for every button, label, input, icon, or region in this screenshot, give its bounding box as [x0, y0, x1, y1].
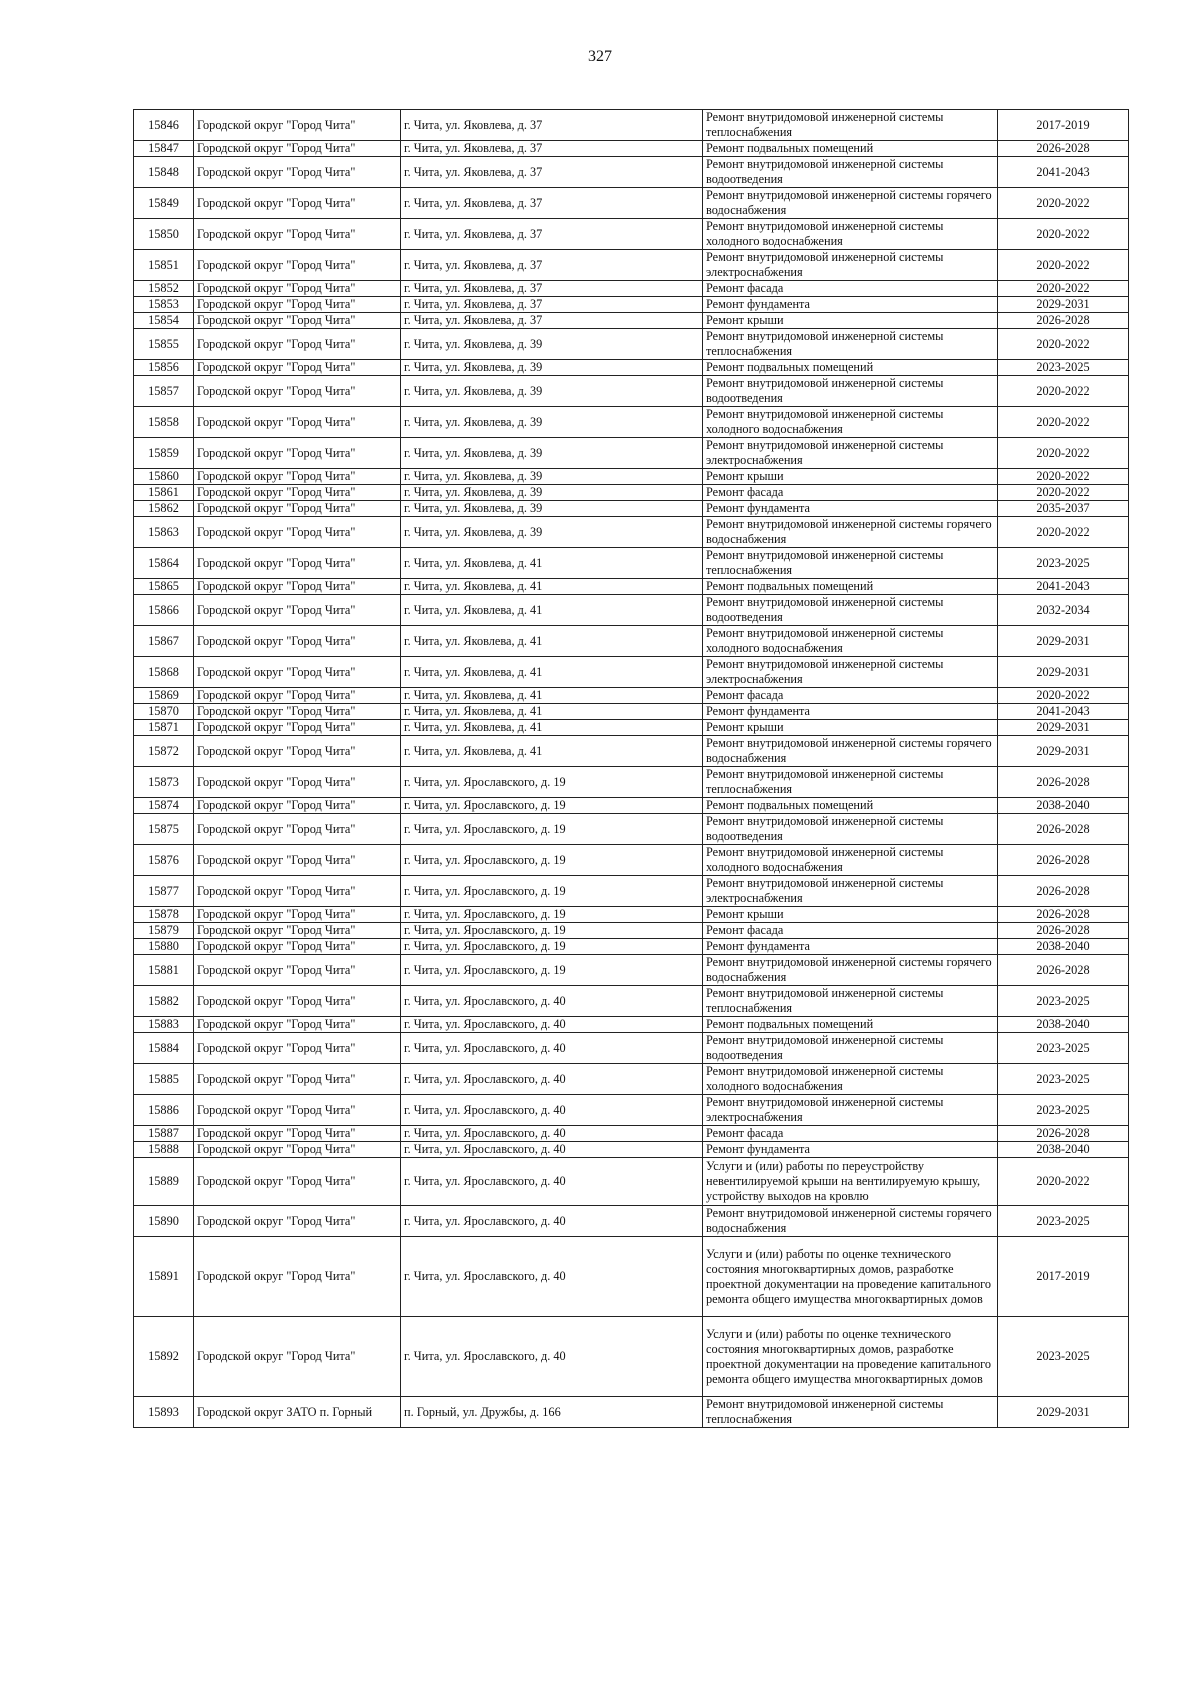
period-cell: 2029-2031 — [998, 297, 1129, 313]
municipality-cell: Городской округ "Город Чита" — [194, 250, 401, 281]
table-row — [134, 876, 1129, 907]
table-row — [134, 1317, 1129, 1397]
table-row — [134, 157, 1129, 188]
period-cell: 2038-2040 — [998, 1142, 1129, 1158]
work-type-cell: Ремонт внутридомовой инженерной системы теплоснабжения — [703, 329, 998, 360]
municipality-cell: Городской округ "Город Чита" — [194, 939, 401, 955]
municipality-cell: Городской округ "Город Чита" — [194, 1142, 401, 1158]
work-type-cell: Услуги и (или) работы по оценке технического состояния многоквартирных домов, разработке проектной документации на проведение капитального ремонта общего имущества многоквартирных домов — [703, 1237, 998, 1317]
address-cell: г. Чита, ул. Ярославского, д. 40 — [401, 1064, 703, 1095]
address-cell: г. Чита, ул. Ярославского, д. 19 — [401, 767, 703, 798]
work-type-cell: Ремонт фундамента — [703, 704, 998, 720]
row-number: 15889 — [134, 1158, 194, 1206]
period-cell: 2026-2028 — [998, 1126, 1129, 1142]
address-cell: г. Чита, ул. Ярославского, д. 40 — [401, 1017, 703, 1033]
municipality-cell: Городской округ "Город Чита" — [194, 141, 401, 157]
row-number: 15891 — [134, 1237, 194, 1317]
table-row — [134, 407, 1129, 438]
table-row — [134, 1158, 1129, 1206]
work-type-cell: Ремонт фасада — [703, 1126, 998, 1142]
work-type-cell: Ремонт подвальных помещений — [703, 798, 998, 814]
municipality-cell: Городской округ "Город Чита" — [194, 798, 401, 814]
row-number: 15865 — [134, 579, 194, 595]
work-type-cell: Ремонт внутридомовой инженерной системы электроснабжения — [703, 657, 998, 688]
period-cell: 2026-2028 — [998, 814, 1129, 845]
work-type-cell: Ремонт внутридомовой инженерной системы водоотведения — [703, 814, 998, 845]
row-number: 15861 — [134, 485, 194, 501]
municipality-cell: Городской округ "Город Чита" — [194, 1237, 401, 1317]
municipality-cell: Городской округ "Город Чита" — [194, 157, 401, 188]
period-cell: 2020-2022 — [998, 1158, 1129, 1206]
period-cell: 2035-2037 — [998, 501, 1129, 517]
work-type-cell: Ремонт внутридомовой инженерной системы холодного водоснабжения — [703, 845, 998, 876]
row-number: 15874 — [134, 798, 194, 814]
period-cell: 2020-2022 — [998, 688, 1129, 704]
work-type-cell: Ремонт подвальных помещений — [703, 141, 998, 157]
table-row — [134, 1033, 1129, 1064]
period-cell: 2029-2031 — [998, 626, 1129, 657]
work-type-cell: Ремонт внутридомовой инженерной системы теплоснабжения — [703, 767, 998, 798]
row-number: 15867 — [134, 626, 194, 657]
address-cell: г. Чита, ул. Яковлева, д. 39 — [401, 360, 703, 376]
row-number: 15885 — [134, 1064, 194, 1095]
address-cell: г. Чита, ул. Яковлева, д. 41 — [401, 595, 703, 626]
row-number: 15880 — [134, 939, 194, 955]
work-type-cell: Ремонт внутридомовой инженерной системы водоотведения — [703, 376, 998, 407]
row-number: 15888 — [134, 1142, 194, 1158]
address-cell: г. Чита, ул. Яковлева, д. 39 — [401, 329, 703, 360]
row-number: 15846 — [134, 110, 194, 141]
address-cell: г. Чита, ул. Яковлева, д. 41 — [401, 657, 703, 688]
address-cell: г. Чита, ул. Яковлева, д. 39 — [401, 501, 703, 517]
municipality-cell: Городской округ "Город Чита" — [194, 579, 401, 595]
row-number: 15868 — [134, 657, 194, 688]
row-number: 15886 — [134, 1095, 194, 1126]
work-type-cell: Ремонт крыши — [703, 720, 998, 736]
work-type-cell: Ремонт фасада — [703, 281, 998, 297]
row-number: 15863 — [134, 517, 194, 548]
row-number: 15882 — [134, 986, 194, 1017]
table-row — [134, 219, 1129, 250]
municipality-cell: Городской округ "Город Чита" — [194, 955, 401, 986]
period-cell: 2017-2019 — [998, 1237, 1129, 1317]
period-cell: 2023-2025 — [998, 548, 1129, 579]
period-cell: 2041-2043 — [998, 704, 1129, 720]
period-cell: 2020-2022 — [998, 517, 1129, 548]
period-cell: 2023-2025 — [998, 360, 1129, 376]
table-row — [134, 329, 1129, 360]
work-type-cell: Ремонт внутридомовой инженерной системы электроснабжения — [703, 438, 998, 469]
municipality-cell: Городской округ "Город Чита" — [194, 986, 401, 1017]
work-type-cell: Ремонт крыши — [703, 313, 998, 329]
period-cell: 2038-2040 — [998, 1017, 1129, 1033]
table-row — [134, 250, 1129, 281]
address-cell: г. Чита, ул. Ярославского, д. 40 — [401, 1095, 703, 1126]
address-cell: г. Чита, ул. Яковлева, д. 41 — [401, 688, 703, 704]
period-cell: 2020-2022 — [998, 485, 1129, 501]
municipality-cell: Городской округ "Город Чита" — [194, 485, 401, 501]
address-cell: г. Чита, ул. Яковлева, д. 41 — [401, 736, 703, 767]
period-cell: 2026-2028 — [998, 141, 1129, 157]
address-cell: г. Чита, ул. Ярославского, д. 40 — [401, 1142, 703, 1158]
work-type-cell: Ремонт внутридомовой инженерной системы водоотведения — [703, 1033, 998, 1064]
table-row — [134, 188, 1129, 219]
row-number: 15850 — [134, 219, 194, 250]
table-row — [134, 360, 1129, 376]
period-cell: 2023-2025 — [998, 1064, 1129, 1095]
work-type-cell: Ремонт фундамента — [703, 939, 998, 955]
row-number: 15853 — [134, 297, 194, 313]
municipality-cell: Городской округ "Город Чита" — [194, 1206, 401, 1237]
table-row — [134, 501, 1129, 517]
period-cell: 2020-2022 — [998, 438, 1129, 469]
work-type-cell: Ремонт подвальных помещений — [703, 1017, 998, 1033]
address-cell: г. Чита, ул. Ярославского, д. 40 — [401, 1237, 703, 1317]
municipality-cell: Городской округ "Город Чита" — [194, 1095, 401, 1126]
municipality-cell: Городской округ "Город Чита" — [194, 188, 401, 219]
address-cell: г. Чита, ул. Ярославского, д. 19 — [401, 798, 703, 814]
period-cell: 2023-2025 — [998, 1095, 1129, 1126]
row-number: 15892 — [134, 1317, 194, 1397]
table-row — [134, 1237, 1129, 1317]
row-number: 15878 — [134, 907, 194, 923]
table-row — [134, 955, 1129, 986]
row-number: 15864 — [134, 548, 194, 579]
period-cell: 2017-2019 — [998, 110, 1129, 141]
address-cell: г. Чита, ул. Ярославского, д. 19 — [401, 845, 703, 876]
municipality-cell: Городской округ "Город Чита" — [194, 297, 401, 313]
work-type-cell: Ремонт фундамента — [703, 501, 998, 517]
table-body — [134, 110, 1129, 1428]
work-type-cell: Ремонт фундамента — [703, 1142, 998, 1158]
address-cell: г. Чита, ул. Ярославского, д. 19 — [401, 814, 703, 845]
address-cell: г. Чита, ул. Яковлева, д. 39 — [401, 376, 703, 407]
table-row — [134, 907, 1129, 923]
address-cell: г. Чита, ул. Яковлева, д. 41 — [401, 626, 703, 657]
work-type-cell: Ремонт фасада — [703, 923, 998, 939]
work-type-cell: Ремонт внутридомовой инженерной системы теплоснабжения — [703, 986, 998, 1017]
address-cell: г. Чита, ул. Яковлева, д. 39 — [401, 469, 703, 485]
address-cell: г. Чита, ул. Яковлева, д. 39 — [401, 485, 703, 501]
address-cell: г. Чита, ул. Ярославского, д. 40 — [401, 1033, 703, 1064]
table-row — [134, 297, 1129, 313]
row-number: 15866 — [134, 595, 194, 626]
work-type-cell: Ремонт фасада — [703, 688, 998, 704]
period-cell: 2023-2025 — [998, 1317, 1129, 1397]
work-type-cell: Ремонт внутридомовой инженерной системы теплоснабжения — [703, 548, 998, 579]
period-cell: 2032-2034 — [998, 595, 1129, 626]
period-cell: 2020-2022 — [998, 469, 1129, 485]
municipality-cell: Городской округ "Город Чита" — [194, 501, 401, 517]
row-number: 15852 — [134, 281, 194, 297]
work-type-cell: Ремонт фасада — [703, 485, 998, 501]
table-row — [134, 469, 1129, 485]
row-number: 15887 — [134, 1126, 194, 1142]
row-number: 15847 — [134, 141, 194, 157]
work-type-cell: Ремонт внутридомовой инженерной системы холодного водоснабжения — [703, 407, 998, 438]
municipality-cell: Городской округ "Город Чита" — [194, 720, 401, 736]
period-cell: 2020-2022 — [998, 250, 1129, 281]
row-number: 15856 — [134, 360, 194, 376]
work-type-cell: Ремонт внутридомовой инженерной системы водоотведения — [703, 157, 998, 188]
capital-repair-table — [133, 109, 1129, 1428]
table-row — [134, 720, 1129, 736]
work-type-cell: Ремонт подвальных помещений — [703, 360, 998, 376]
row-number: 15851 — [134, 250, 194, 281]
address-cell: г. Чита, ул. Ярославского, д. 19 — [401, 876, 703, 907]
work-type-cell: Ремонт фундамента — [703, 297, 998, 313]
row-number: 15893 — [134, 1397, 194, 1428]
period-cell: 2026-2028 — [998, 923, 1129, 939]
row-number: 15872 — [134, 736, 194, 767]
municipality-cell: Городской округ "Город Чита" — [194, 1064, 401, 1095]
municipality-cell: Городской округ "Город Чита" — [194, 923, 401, 939]
table-row — [134, 845, 1129, 876]
row-number: 15859 — [134, 438, 194, 469]
row-number: 15876 — [134, 845, 194, 876]
row-number: 15849 — [134, 188, 194, 219]
address-cell: г. Чита, ул. Яковлева, д. 37 — [401, 313, 703, 329]
municipality-cell: Городской округ "Город Чита" — [194, 1033, 401, 1064]
table-row — [134, 704, 1129, 720]
table-row — [134, 1142, 1129, 1158]
work-type-cell: Ремонт внутридомовой инженерной системы электроснабжения — [703, 876, 998, 907]
period-cell: 2020-2022 — [998, 188, 1129, 219]
municipality-cell: Городской округ "Город Чита" — [194, 548, 401, 579]
municipality-cell: Городской округ "Город Чита" — [194, 845, 401, 876]
row-number: 15871 — [134, 720, 194, 736]
address-cell: г. Чита, ул. Яковлева, д. 39 — [401, 517, 703, 548]
work-type-cell: Ремонт внутридомовой инженерной системы холодного водоснабжения — [703, 219, 998, 250]
work-type-cell: Услуги и (или) работы по оценке технического состояния многоквартирных домов, разработке проектной документации на проведение капитального ремонта общего имущества многоквартирных домов — [703, 1317, 998, 1397]
address-cell: г. Чита, ул. Ярославского, д. 40 — [401, 1158, 703, 1206]
municipality-cell: Городской округ "Город Чита" — [194, 657, 401, 688]
table-row — [134, 1206, 1129, 1237]
address-cell: г. Чита, ул. Яковлева, д. 37 — [401, 297, 703, 313]
row-number: 15870 — [134, 704, 194, 720]
period-cell: 2038-2040 — [998, 798, 1129, 814]
period-cell: 2023-2025 — [998, 1206, 1129, 1237]
municipality-cell: Городской округ "Город Чита" — [194, 313, 401, 329]
row-number: 15869 — [134, 688, 194, 704]
address-cell: г. Чита, ул. Ярославского, д. 19 — [401, 939, 703, 955]
row-number: 15855 — [134, 329, 194, 360]
period-cell: 2026-2028 — [998, 845, 1129, 876]
row-number: 15890 — [134, 1206, 194, 1237]
work-type-cell: Ремонт внутридомовой инженерной системы горячего водоснабжения — [703, 188, 998, 219]
address-cell: г. Чита, ул. Ярославского, д. 40 — [401, 1126, 703, 1142]
period-cell: 2026-2028 — [998, 955, 1129, 986]
row-number: 15881 — [134, 955, 194, 986]
period-cell: 2026-2028 — [998, 313, 1129, 329]
row-number: 15857 — [134, 376, 194, 407]
work-type-cell: Ремонт внутридомовой инженерной системы теплоснабжения — [703, 1397, 998, 1428]
address-cell: г. Чита, ул. Ярославского, д. 19 — [401, 955, 703, 986]
period-cell: 2023-2025 — [998, 986, 1129, 1017]
address-cell: г. Чита, ул. Ярославского, д. 19 — [401, 923, 703, 939]
address-cell: г. Чита, ул. Яковлева, д. 41 — [401, 579, 703, 595]
municipality-cell: Городской округ "Город Чита" — [194, 407, 401, 438]
municipality-cell: Городской округ "Город Чита" — [194, 736, 401, 767]
table-row — [134, 1064, 1129, 1095]
row-number: 15877 — [134, 876, 194, 907]
table-row — [134, 986, 1129, 1017]
period-cell: 2026-2028 — [998, 767, 1129, 798]
address-cell: г. Чита, ул. Яковлева, д. 37 — [401, 188, 703, 219]
work-type-cell: Ремонт внутридомовой инженерной системы горячего водоснабжения — [703, 1206, 998, 1237]
work-type-cell: Ремонт крыши — [703, 469, 998, 485]
row-number: 15883 — [134, 1017, 194, 1033]
work-type-cell: Ремонт внутридомовой инженерной системы горячего водоснабжения — [703, 736, 998, 767]
address-cell: п. Горный, ул. Дружбы, д. 166 — [401, 1397, 703, 1428]
work-type-cell: Ремонт внутридомовой инженерной системы холодного водоснабжения — [703, 626, 998, 657]
row-number: 15860 — [134, 469, 194, 485]
table-row — [134, 657, 1129, 688]
address-cell: г. Чита, ул. Яковлева, д. 37 — [401, 281, 703, 297]
period-cell: 2020-2022 — [998, 329, 1129, 360]
table-row — [134, 313, 1129, 329]
work-type-cell: Ремонт внутридомовой инженерной системы теплоснабжения — [703, 110, 998, 141]
address-cell: г. Чита, ул. Ярославского, д. 40 — [401, 1206, 703, 1237]
municipality-cell: Городской округ "Город Чита" — [194, 329, 401, 360]
address-cell: г. Чита, ул. Яковлева, д. 41 — [401, 720, 703, 736]
period-cell: 2041-2043 — [998, 579, 1129, 595]
municipality-cell: Городской округ "Город Чита" — [194, 438, 401, 469]
period-cell: 2038-2040 — [998, 939, 1129, 955]
table-row — [134, 626, 1129, 657]
period-cell: 2020-2022 — [998, 219, 1129, 250]
municipality-cell: Городской округ "Город Чита" — [194, 360, 401, 376]
address-cell: г. Чита, ул. Ярославского, д. 40 — [401, 1317, 703, 1397]
table-row — [134, 767, 1129, 798]
municipality-cell: Городской округ "Город Чита" — [194, 469, 401, 485]
municipality-cell: Городской округ "Город Чита" — [194, 517, 401, 548]
period-cell: 2041-2043 — [998, 157, 1129, 188]
table-row — [134, 438, 1129, 469]
municipality-cell: Городской округ "Город Чита" — [194, 876, 401, 907]
row-number: 15884 — [134, 1033, 194, 1064]
period-cell: 2029-2031 — [998, 1397, 1129, 1428]
address-cell: г. Чита, ул. Ярославского, д. 40 — [401, 986, 703, 1017]
table-row — [134, 485, 1129, 501]
municipality-cell: Городской округ "Город Чита" — [194, 595, 401, 626]
table-row — [134, 736, 1129, 767]
work-type-cell: Ремонт внутридомовой инженерной системы электроснабжения — [703, 1095, 998, 1126]
address-cell: г. Чита, ул. Яковлева, д. 37 — [401, 141, 703, 157]
period-cell: 2029-2031 — [998, 657, 1129, 688]
table-row — [134, 141, 1129, 157]
row-number: 15875 — [134, 814, 194, 845]
municipality-cell: Городской округ "Город Чита" — [194, 376, 401, 407]
municipality-cell: Городской округ "Город Чита" — [194, 626, 401, 657]
municipality-cell: Городской округ "Город Чита" — [194, 110, 401, 141]
table-row — [134, 579, 1129, 595]
table-row — [134, 939, 1129, 955]
table-row — [134, 814, 1129, 845]
address-cell: г. Чита, ул. Яковлева, д. 37 — [401, 219, 703, 250]
work-type-cell: Ремонт внутридомовой инженерной системы электроснабжения — [703, 250, 998, 281]
municipality-cell: Городской округ "Город Чита" — [194, 281, 401, 297]
address-cell: г. Чита, ул. Яковлева, д. 39 — [401, 407, 703, 438]
municipality-cell: Городской округ "Город Чита" — [194, 1126, 401, 1142]
work-type-cell: Ремонт подвальных помещений — [703, 579, 998, 595]
table-row — [134, 798, 1129, 814]
table-row — [134, 1017, 1129, 1033]
period-cell: 2023-2025 — [998, 1033, 1129, 1064]
table-row — [134, 1095, 1129, 1126]
period-cell: 2020-2022 — [998, 376, 1129, 407]
row-number: 15873 — [134, 767, 194, 798]
table-row — [134, 110, 1129, 141]
address-cell: г. Чита, ул. Яковлева, д. 41 — [401, 548, 703, 579]
table-row — [134, 376, 1129, 407]
address-cell: г. Чита, ул. Яковлева, д. 37 — [401, 110, 703, 141]
period-cell: 2029-2031 — [998, 736, 1129, 767]
table-row — [134, 281, 1129, 297]
work-type-cell: Ремонт крыши — [703, 907, 998, 923]
period-cell: 2026-2028 — [998, 876, 1129, 907]
address-cell: г. Чита, ул. Ярославского, д. 19 — [401, 907, 703, 923]
table-row — [134, 595, 1129, 626]
municipality-cell: Городской округ "Город Чита" — [194, 704, 401, 720]
table-row — [134, 517, 1129, 548]
table-row — [134, 1397, 1129, 1428]
address-cell: г. Чита, ул. Яковлева, д. 37 — [401, 157, 703, 188]
municipality-cell: Городской округ "Город Чита" — [194, 688, 401, 704]
address-cell: г. Чита, ул. Яковлева, д. 41 — [401, 704, 703, 720]
table-row — [134, 548, 1129, 579]
row-number: 15858 — [134, 407, 194, 438]
work-type-cell: Ремонт внутридомовой инженерной системы водоотведения — [703, 595, 998, 626]
municipality-cell: Городской округ "Город Чита" — [194, 907, 401, 923]
page-number: 327 — [588, 48, 612, 65]
municipality-cell: Городской округ "Город Чита" — [194, 814, 401, 845]
period-cell: 2026-2028 — [998, 907, 1129, 923]
row-number: 15854 — [134, 313, 194, 329]
address-cell: г. Чита, ул. Яковлева, д. 37 — [401, 250, 703, 281]
period-cell: 2020-2022 — [998, 407, 1129, 438]
address-cell: г. Чита, ул. Яковлева, д. 39 — [401, 438, 703, 469]
period-cell: 2020-2022 — [998, 281, 1129, 297]
row-number: 15862 — [134, 501, 194, 517]
table-row — [134, 1126, 1129, 1142]
municipality-cell: Городской округ "Город Чита" — [194, 1158, 401, 1206]
municipality-cell: Городской округ "Город Чита" — [194, 767, 401, 798]
work-type-cell: Ремонт внутридомовой инженерной системы горячего водоснабжения — [703, 517, 998, 548]
municipality-cell: Городской округ "Город Чита" — [194, 1017, 401, 1033]
period-cell: 2029-2031 — [998, 720, 1129, 736]
work-type-cell: Ремонт внутридомовой инженерной системы холодного водоснабжения — [703, 1064, 998, 1095]
work-type-cell: Услуги и (или) работы по переустройству невентилируемой крыши на вентилируемую крышу, устройству выходов на кровлю — [703, 1158, 998, 1206]
row-number: 15879 — [134, 923, 194, 939]
table-row — [134, 688, 1129, 704]
municipality-cell: Городской округ ЗАТО п. Горный — [194, 1397, 401, 1428]
table-row — [134, 923, 1129, 939]
municipality-cell: Городской округ "Город Чита" — [194, 219, 401, 250]
row-number: 15848 — [134, 157, 194, 188]
municipality-cell: Городской округ "Город Чита" — [194, 1317, 401, 1397]
work-type-cell: Ремонт внутридомовой инженерной системы горячего водоснабжения — [703, 955, 998, 986]
